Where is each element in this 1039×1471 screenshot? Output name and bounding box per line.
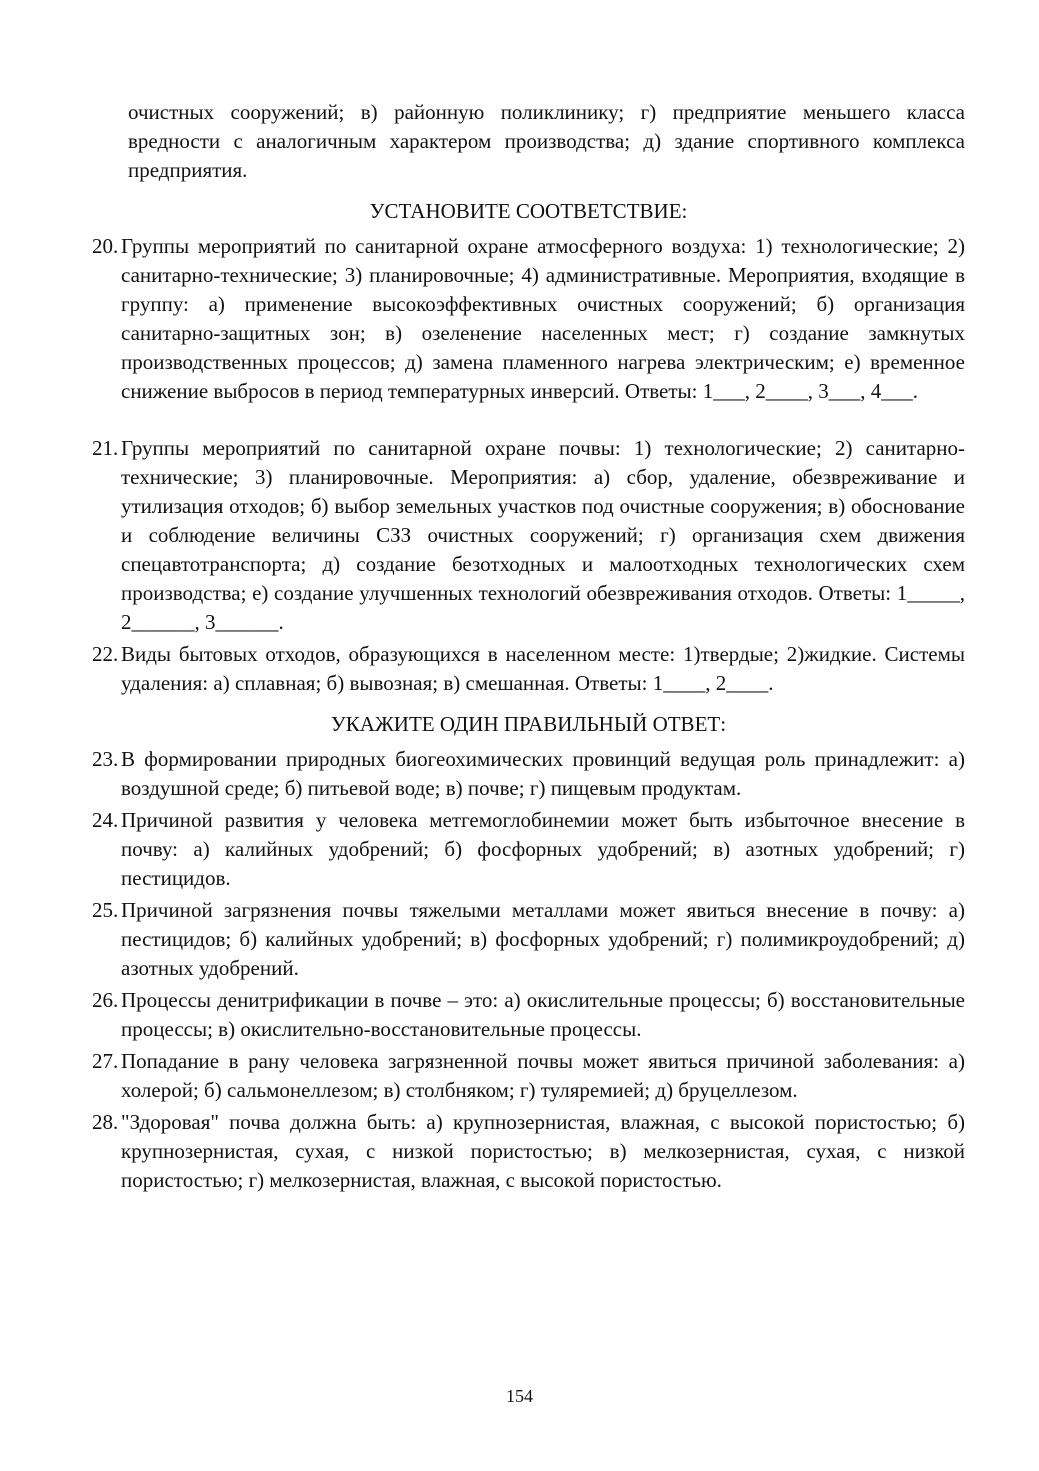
question-item-22 xyxy=(92,640,965,698)
question-text: Виды бытовых отходов, образующихся в населенном месте: 1)твердые; 2)жидкие. Системы удаления: а) сплавная; б) вывозная; в) смешанная. Ответы: 1____, 2____. xyxy=(121,642,965,695)
question-item-21 xyxy=(92,434,965,637)
question-number: 20. xyxy=(92,234,119,258)
question-number: 23. xyxy=(92,747,119,771)
question-number: 28. xyxy=(92,1110,119,1134)
question-number: 24. xyxy=(92,808,119,832)
question-number: 25. xyxy=(92,898,119,922)
question-number: 26. xyxy=(92,988,119,1012)
section-heading-single-answer: УКАЖИТЕ ОДИН ПРАВИЛЬНЫЙ ОТВЕТ: xyxy=(330,712,727,736)
question-text: Процессы денитрификации в почве – это: а) окислительные процессы; б) восстановительные процессы; в) окислительно-восстановительные процессы. xyxy=(121,988,965,1041)
question-number: 27. xyxy=(92,1049,119,1073)
question-text: "Здоровая" почва должна быть: а) крупнозернистая, влажная, с высокой пористостью; б) крупнозернистая, сухая, с низкой пористостью; в) мелкозернистая, сухая, с низкой пористостью; г) мелкозернистая, влажная, с высокой пористостью. xyxy=(121,1110,965,1192)
page-number: 154 xyxy=(506,1386,533,1406)
question-text: В формировании природных биогеохимических провинций ведущая роль принадлежит: а) воздушной среде; б) питьевой воде; в) почве; г) пищевым продуктам. xyxy=(121,747,965,800)
question-text: Попадание в рану человека загрязненной почвы может явиться причиной заболевания: а) холерой; б) сальмонеллезом; в) столбняком; г) туляремией; д) бруцеллезом. xyxy=(121,1049,965,1102)
question-item-26 xyxy=(92,986,965,1044)
question-number: 22. xyxy=(92,642,119,666)
question-text: Причиной развития у человека метгемоглобинемии может быть избыточное внесение в почву: а) калийных удобрений; б) фосфорных удобрений; в) азотных удобрений; г) пестицидов. xyxy=(121,808,965,890)
question-item-20 xyxy=(92,232,965,406)
question-item-27 xyxy=(92,1047,965,1105)
question-number: 21. xyxy=(92,436,119,460)
intro-paragraph: очистных сооружений; в) районную поликлинику; г) предприятие меньшего класса вредности с аналогичным характером производства; д) здание спортивного комплекса предприятия. xyxy=(128,100,965,182)
question-text: Группы мероприятий по санитарной охране атмосферного воздуха: 1) технологические; 2) санитарно-технические; 3) планировочные; 4) административные. Мероприятия, входящие в группу: а) применение высокоэффективных очистных сооружений; б) организация санитарно-защитных зон; в) озеленение населенных мест; г) создание замкнутых производственных процессов; д) замена пламенного нагрева электрическим; е) временное снижение выбросов в период температурных инверсий. Ответы: 1___, 2____, 3___, 4___. xyxy=(121,234,965,403)
question-item-28 xyxy=(92,1108,965,1195)
question-text: Группы мероприятий по санитарной охране почвы: 1) технологические; 2) санитарно-технические; 3) планировочные. Мероприятия: а) сбор, удаление, обезвреживание и утилизация отходов; б) выбор земельных участков под очистные сооружения; в) обоснование и соблюдение величины СЗЗ очистных сооружений; г) организация схем движения спецавтотранспорта; д) создание безотходных и малоотходных технологических схем производства; е) создание улучшенных технологий обезвреживания отходов. Ответы: 1_____, 2______, 3______. xyxy=(121,436,965,634)
page-content xyxy=(92,98,965,1195)
section-heading-match: УСТАНОВИТЕ СООТВЕТСТВИЕ: xyxy=(369,199,688,223)
question-item-25 xyxy=(92,896,965,983)
question-item-24 xyxy=(92,806,965,893)
question-item-23 xyxy=(92,745,965,803)
question-text: Причиной загрязнения почвы тяжелыми металлами может явиться внесение в почву: а) пестицидов; б) калийных удобрений; в) фосфорных удобрений; г) полимикроудобрений; д) азотных удобрений. xyxy=(121,898,965,980)
